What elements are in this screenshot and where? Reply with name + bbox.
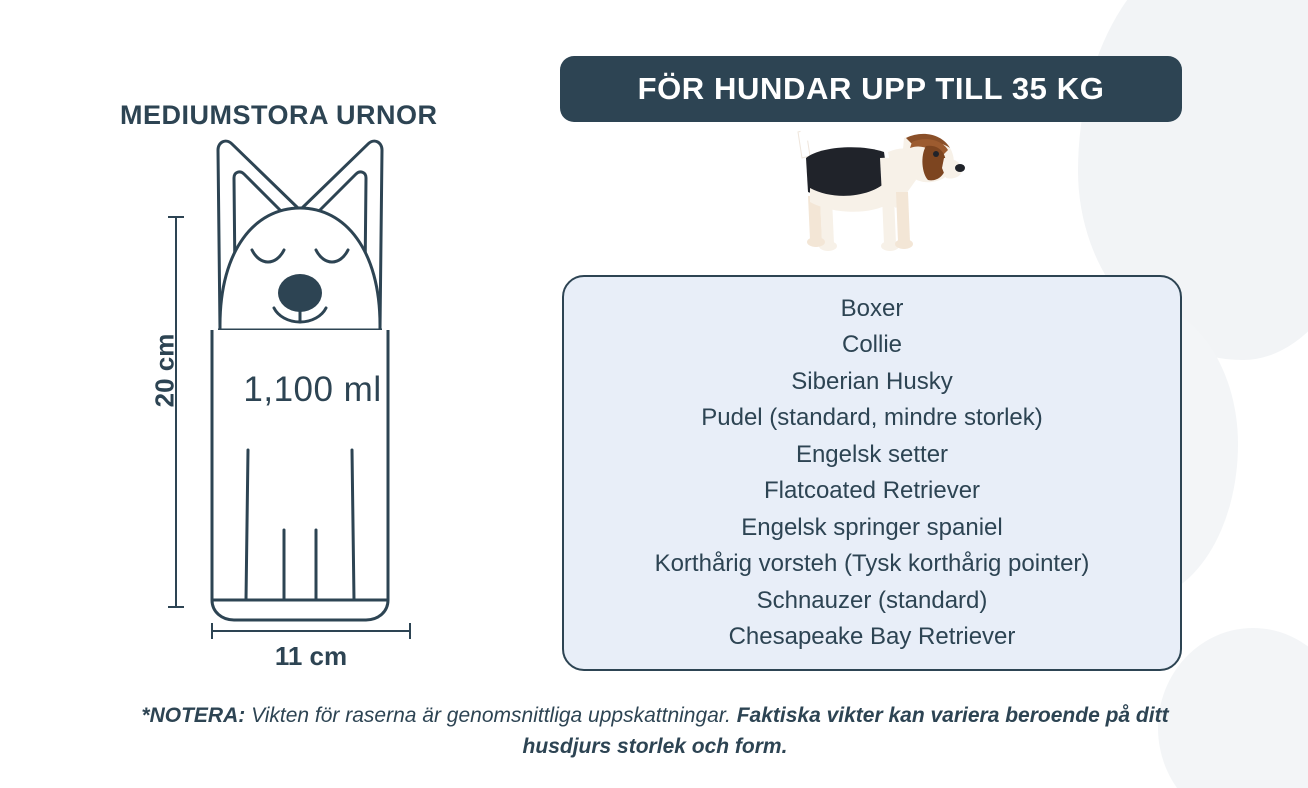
list-item: Collie: [841, 331, 903, 358]
list-item: Flatcoated Retriever: [763, 477, 981, 504]
height-dimension-label: 20 cm: [149, 333, 180, 408]
height-dimension-line: [175, 216, 177, 608]
urn-volume-label: 1,100 ml: [243, 370, 382, 409]
header-banner: [560, 56, 1182, 122]
list-item: Schnauzer (standard): [756, 586, 988, 614]
list-item: Siberian Husky: [791, 367, 953, 395]
urn-size-panel: [0, 0, 540, 700]
panel-title: MEDIUMSTORA URNOR: [120, 100, 438, 130]
beagle-dog-icon: [776, 118, 966, 278]
list-item: Pudel (standard, mindre storlek): [701, 404, 1043, 431]
breed-list-box: [562, 275, 1182, 671]
footnote: [110, 700, 1200, 762]
list-item: Boxer: [840, 294, 904, 322]
list-item: Korthårig vorsteh (Tysk korthårig pointer): [654, 550, 1090, 577]
list-item: Engelsk springer spaniel: [741, 513, 1003, 541]
width-dimension-line: [211, 630, 411, 632]
list-item: Chesapeake Bay Retriever: [728, 623, 1016, 650]
header-title: FÖR HUNDAR UPP TILL 35 KG: [637, 71, 1105, 106]
footnote-emphasis: Faktiska vikter kan variera beroende på ditt husdjurs storlek och form.: [522, 704, 1169, 758]
footnote-prefix: *NOTERA:: [141, 704, 246, 727]
list-item: Engelsk setter: [795, 440, 949, 468]
footnote-middle: Vikten för raserna är genomsnittliga uppskattningar.: [245, 704, 737, 727]
width-dimension-label: 11 cm: [274, 641, 348, 671]
